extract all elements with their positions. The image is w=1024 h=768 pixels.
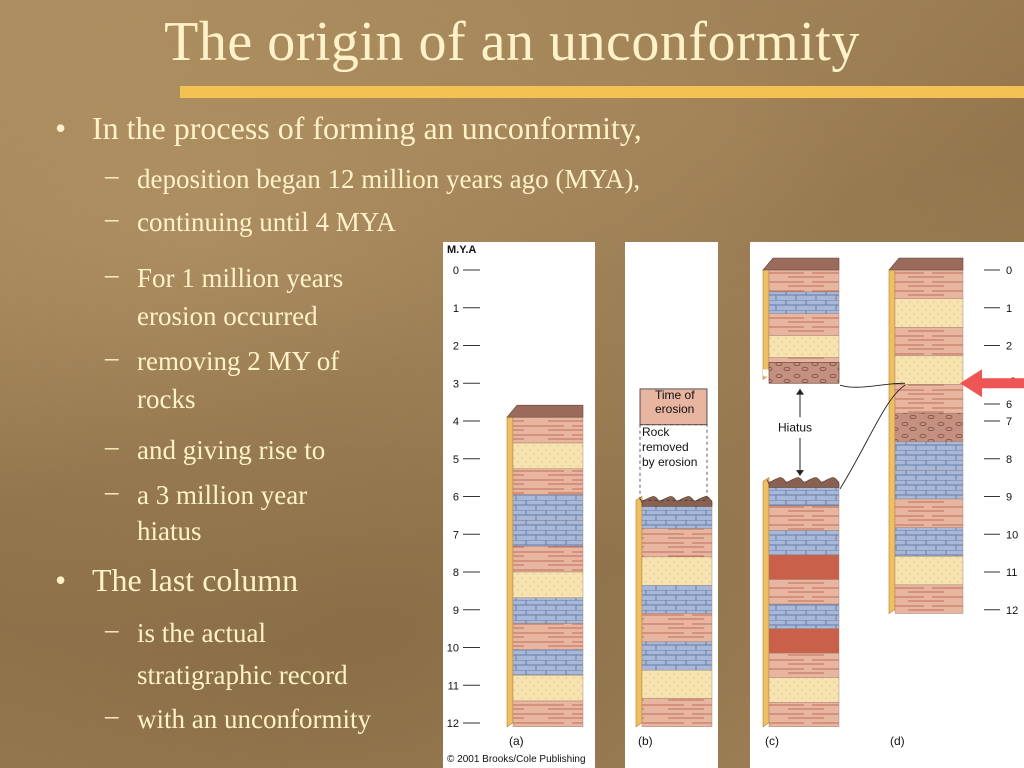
- sub-bullet-4-line1: removing 2 MY of: [137, 346, 340, 376]
- panel-label: (a): [509, 734, 524, 748]
- copyright-text: © 2001 Brooks/Cole Publishing: [447, 754, 586, 765]
- dash-icon: –: [105, 160, 119, 190]
- rock-layer-shale: [642, 614, 712, 642]
- unconformity-arrow-icon: [960, 369, 982, 397]
- right-tick-label: 7: [1006, 416, 1013, 428]
- slide-title: The origin of an unconformity: [164, 11, 860, 73]
- right-tick-label: 2: [1006, 340, 1013, 353]
- arrowhead-icon: [796, 470, 804, 476]
- rock-layer-shale: [513, 546, 583, 572]
- right-tick-label: 10: [1006, 529, 1019, 542]
- left-tick-label: 11: [447, 680, 459, 693]
- rock-layer-shale: [769, 653, 839, 678]
- rock-column-c-lower: [763, 477, 839, 726]
- rock-column-a: [507, 405, 583, 727]
- conglomerate-layer-c: [769, 362, 839, 383]
- rock-layer-sand: [642, 557, 712, 585]
- rock-layer-red: [769, 629, 839, 654]
- right-tick-label: 1: [1006, 302, 1013, 315]
- rock-removed-label: removed: [642, 440, 689, 455]
- left-tick-label: 0: [452, 265, 459, 277]
- rock-removed-label: Rock: [642, 425, 670, 440]
- time-of-erosion-label: Time of: [655, 388, 695, 403]
- right-tick-label: 0: [1006, 265, 1013, 277]
- sub-bullet-8-text: with an unconformity: [137, 704, 371, 734]
- rock-layer-lime: [769, 292, 839, 314]
- rock-layer-shale: [769, 314, 839, 336]
- left-tick-label: 5: [452, 453, 459, 466]
- bullet-2-text: The last column: [92, 562, 299, 598]
- rock-layer-sand: [513, 443, 583, 469]
- rock-column-b: [636, 496, 712, 727]
- bullet-1-text: In the process of forming an unconformity,: [92, 110, 642, 146]
- rock-column-d: [889, 258, 963, 614]
- dash-icon: –: [105, 614, 119, 644]
- left-tick-label: 2: [452, 340, 459, 353]
- left-tick-label: 12: [446, 718, 459, 730]
- column-top: [889, 258, 963, 270]
- rock-layer-sand: [895, 299, 963, 328]
- rock-layer-sand: [769, 678, 839, 703]
- rock-layer-sand: [895, 356, 963, 385]
- panel-label: (c): [765, 734, 779, 748]
- axis-header: M.Y.A: [447, 244, 477, 256]
- rock-layer-shale: [769, 580, 839, 605]
- arrowhead-icon: [796, 389, 804, 395]
- column-side: [889, 266, 895, 614]
- dash-icon: –: [105, 431, 119, 461]
- dash-icon: –: [105, 259, 119, 289]
- rock-layer-shale: [642, 529, 712, 557]
- column-side: [507, 413, 513, 727]
- sub-bullet-3-line2: erosion occurred: [137, 301, 318, 331]
- rock-layer-lime: [895, 442, 963, 471]
- rock-layer-sand: [513, 572, 583, 598]
- rock-layer-shale: [769, 702, 839, 727]
- rock-layer-shale: [513, 701, 583, 727]
- sub-bullet-6-line1: a 3 million year: [137, 480, 308, 510]
- time-of-erosion-label: erosion: [655, 402, 695, 417]
- sub-bullet-4-line2: rocks: [137, 384, 196, 414]
- bullet-dot-icon: •: [55, 110, 67, 146]
- column-top: [763, 258, 839, 270]
- panel-label: (b): [638, 734, 653, 748]
- rock-layer-sand: [895, 556, 963, 585]
- rock-layer-lime: [513, 495, 583, 521]
- rock-layer-sand: [513, 675, 583, 701]
- rock-layer-shale: [513, 469, 583, 495]
- sub-bullet-7-line2: stratigraphic record: [137, 660, 348, 690]
- rock-removed-label: by erosion: [642, 455, 698, 470]
- rock-layer-lime: [642, 585, 712, 613]
- rock-layer-shale: [895, 385, 963, 414]
- sub-bullet-1-text: deposition began 12 million years ago (MYA),: [137, 164, 641, 194]
- rock-layer-lime: [895, 528, 963, 557]
- rock-layer-sand: [769, 336, 839, 358]
- unconformity-arrow-shaft: [978, 378, 1024, 388]
- rock-layer-shale: [513, 417, 583, 443]
- rock-layer-shale: [513, 624, 583, 650]
- sub-bullet-5-text: and giving rise to: [137, 435, 326, 465]
- column-side: [763, 477, 769, 726]
- dash-icon: –: [105, 203, 119, 233]
- dash-icon: –: [105, 342, 119, 372]
- rock-layer-cong: [895, 413, 963, 442]
- left-tick-label: 1: [452, 302, 459, 315]
- bullet-dot-icon: •: [55, 562, 67, 598]
- rock-layer-red: [769, 555, 839, 580]
- eroded-surface: [767, 478, 839, 488]
- sub-bullet-3-line1: For 1 million years: [137, 263, 344, 293]
- rock-layer-lime: [642, 642, 712, 670]
- rock-layer-shale: [769, 270, 839, 292]
- left-tick-label: 7: [452, 529, 459, 542]
- left-tick-label: 9: [452, 604, 459, 617]
- dash-icon: –: [105, 700, 119, 730]
- rock-layer-lime: [895, 470, 963, 499]
- sub-bullet-7-line1: is the actual: [137, 618, 266, 648]
- rock-layer-sand: [642, 670, 712, 698]
- eroded-surface: [640, 496, 712, 506]
- left-tick-label: 6: [452, 491, 459, 504]
- right-tick-label: 9: [1006, 491, 1013, 504]
- rock-layer-lime: [513, 649, 583, 675]
- right-time-axis: [984, 265, 1018, 617]
- left-tick-label: 8: [452, 567, 459, 579]
- sub-bullet-6-line2: hiatus: [137, 516, 202, 546]
- left-time-axis: [447, 244, 480, 730]
- rock-layer-lime: [769, 604, 839, 629]
- right-tick-label: 8: [1006, 453, 1013, 466]
- rock-layer-lime: [513, 598, 583, 624]
- rock-layer-shale: [769, 506, 839, 531]
- panel-label: (d): [890, 734, 905, 748]
- hiatus-label: Hiatus: [778, 420, 813, 435]
- dash-icon: –: [105, 476, 119, 506]
- rock-layer-lime: [513, 520, 583, 546]
- rock-layer-shale: [895, 585, 963, 614]
- rock-layer-shale: [895, 327, 963, 356]
- column-side: [763, 266, 769, 379]
- right-tick-label: 6: [1006, 399, 1013, 412]
- column-side: [636, 496, 642, 727]
- rock-layer-shale: [895, 499, 963, 528]
- rock-layer-shale: [642, 698, 712, 726]
- left-tick-label: 10: [446, 642, 459, 655]
- rock-layer-shale: [895, 270, 963, 299]
- left-tick-label: 3: [452, 378, 459, 391]
- rock-columns: [507, 258, 963, 727]
- right-tick-label: 11: [1006, 567, 1018, 579]
- sub-bullet-2-text: continuing until 4 MYA: [137, 207, 396, 237]
- column-top: [507, 405, 583, 417]
- rock-layer-lime: [769, 530, 839, 555]
- right-tick-label: 12: [1006, 604, 1019, 617]
- left-tick-label: 4: [452, 416, 459, 428]
